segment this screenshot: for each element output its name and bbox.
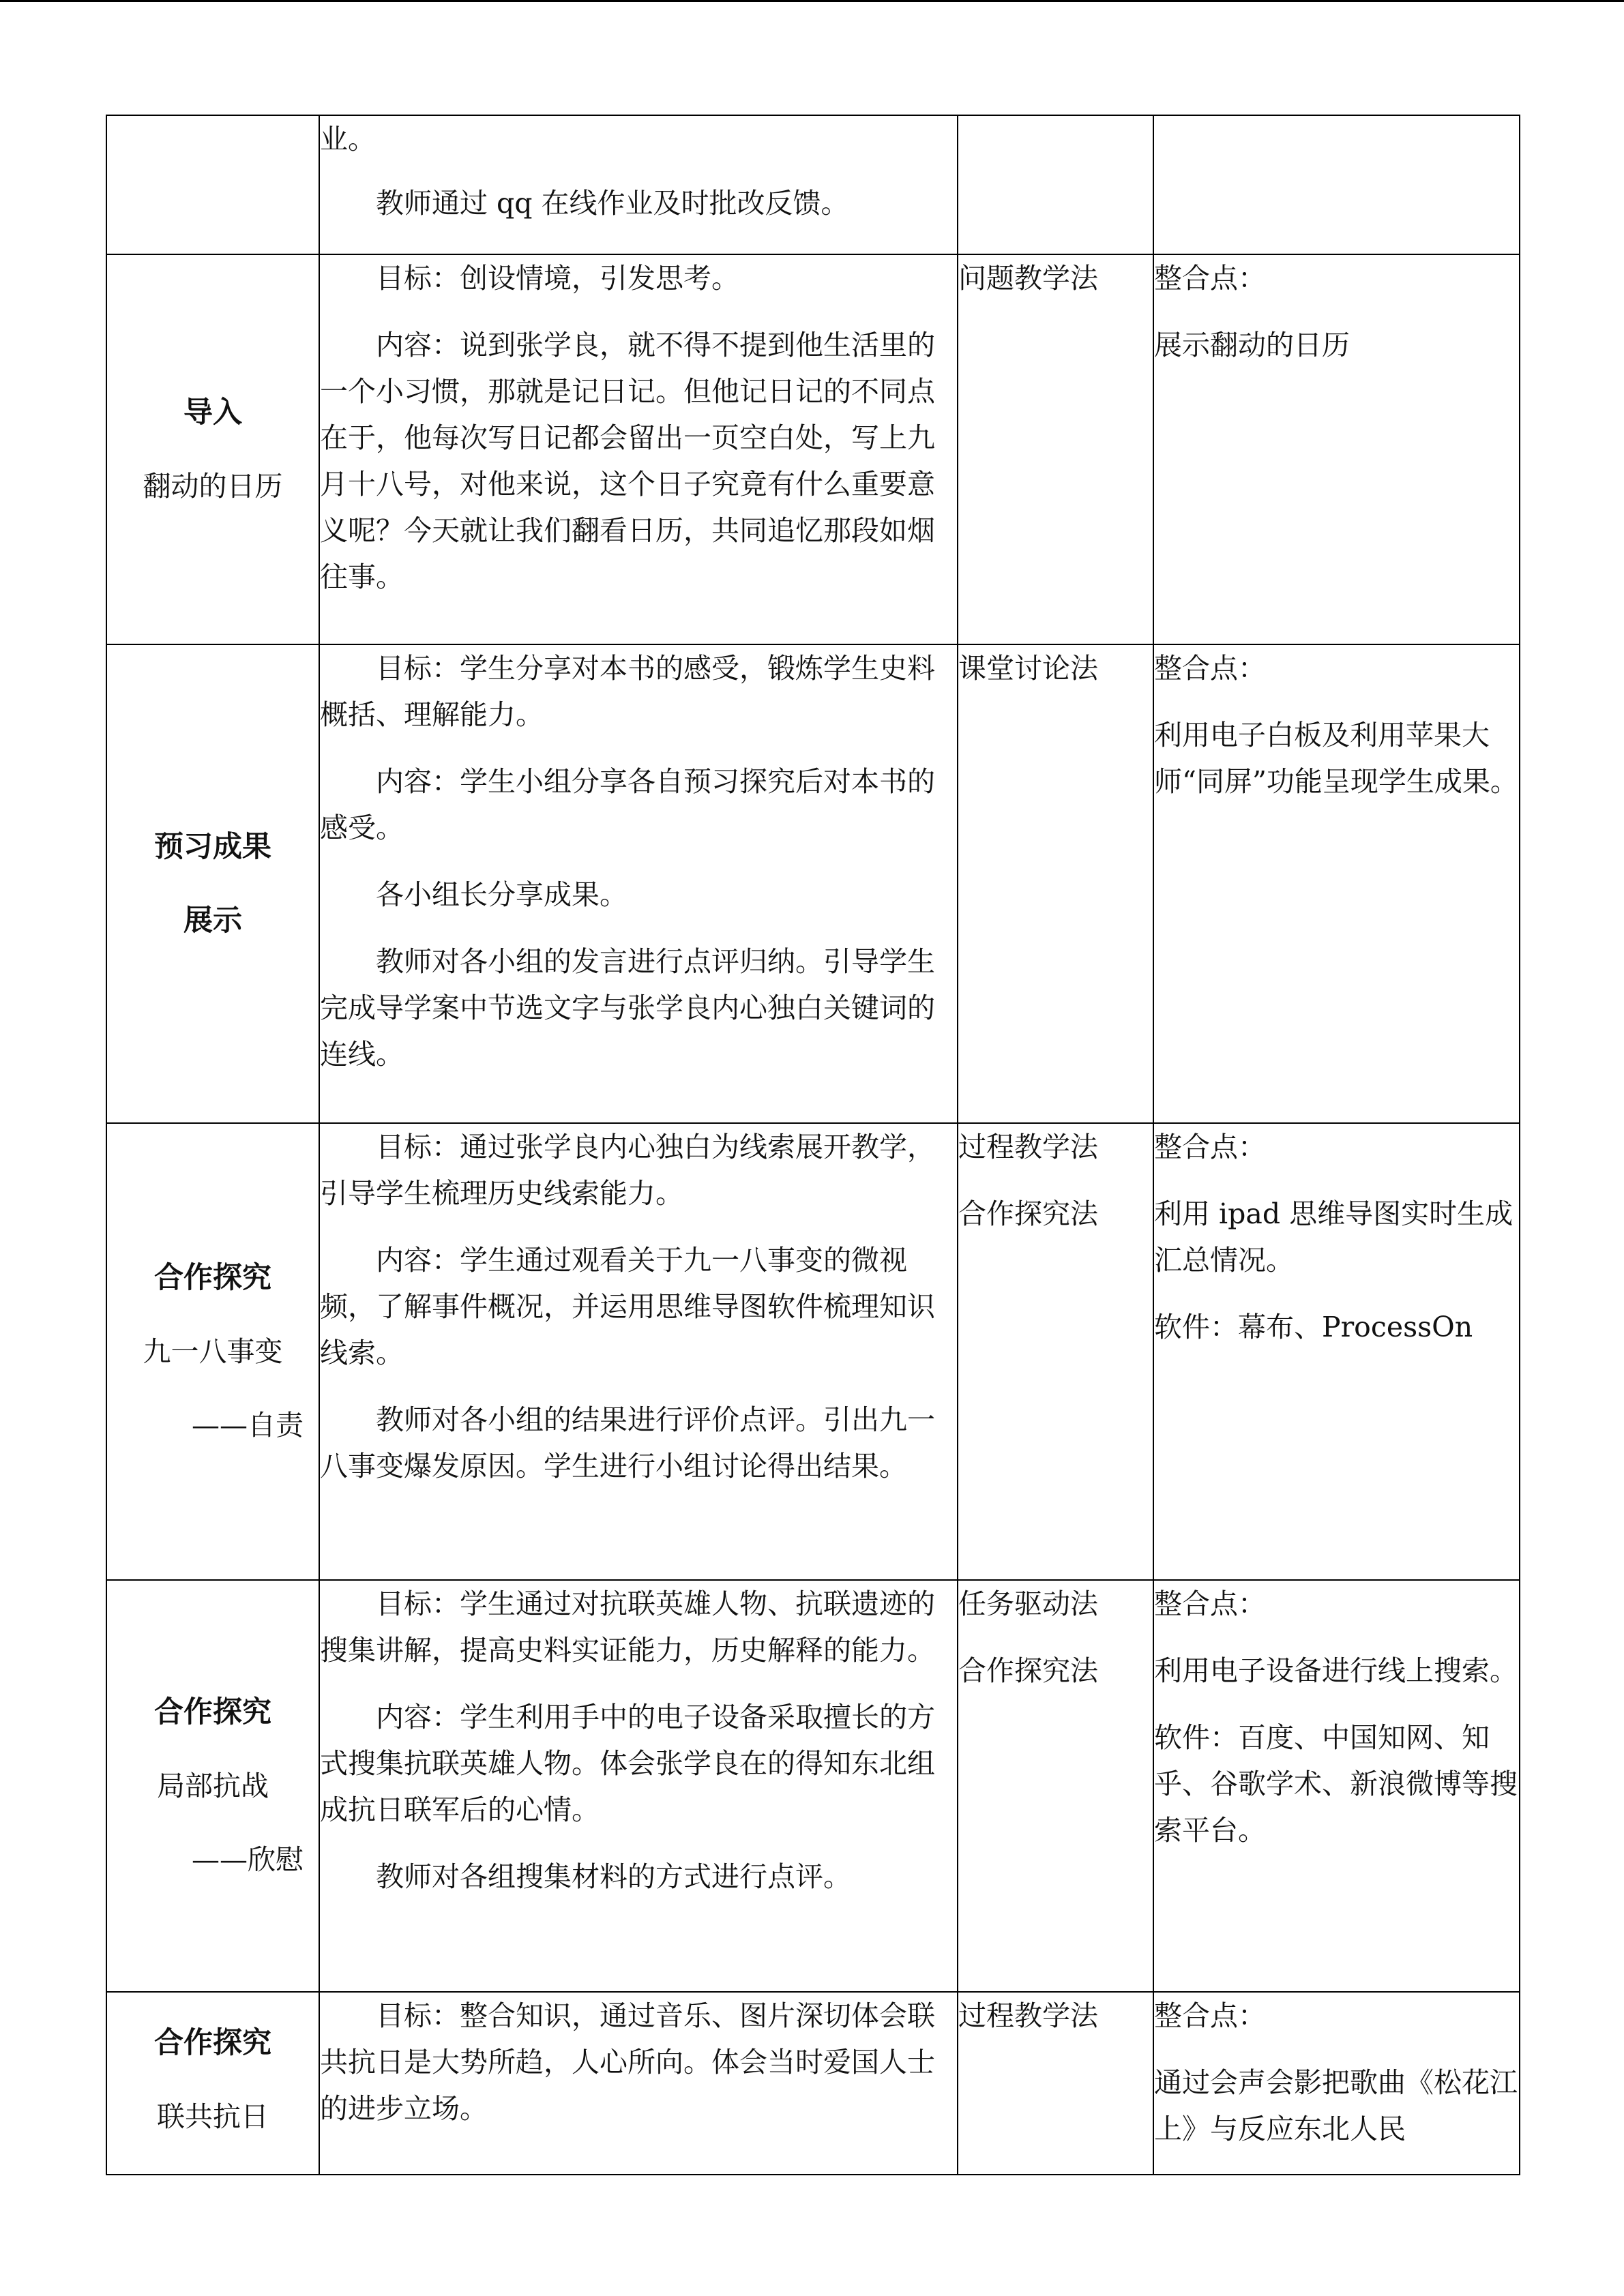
- content-paragraph: 目标：学生分享对本书的感受，锻炼学生史料概括、理解能力。: [320, 652, 935, 731]
- integration-cell: [1153, 1123, 1520, 1580]
- integration-cell: [1153, 1992, 1520, 2175]
- integration-cell: [1153, 644, 1520, 1123]
- stage-title: 导入: [183, 396, 242, 430]
- integration-line: 软件：百度、中国知网、知乎、谷歌学术、新浪微博等搜索平台。: [1154, 1721, 1518, 1847]
- integration-line: 整合点：: [1154, 1131, 1266, 1163]
- integration-line: 整合点：: [1154, 1587, 1266, 1620]
- teaching-method: 合作探究法: [958, 1197, 1098, 1230]
- teaching-method: 过程教学法: [958, 1999, 1098, 2032]
- stage-subtitle: 九一八事变: [143, 1335, 283, 1368]
- table-row: [106, 644, 1520, 1123]
- integration-line: 通过会声会影把歌曲《松花江上》与反应东北人民: [1154, 2066, 1518, 2145]
- stage-title: 合作探究: [154, 2026, 271, 2060]
- table-row: [106, 115, 1520, 254]
- integration-line: 展示翻动的日历: [1154, 329, 1350, 361]
- stage-title: 合作探究: [154, 1261, 271, 1295]
- content-cell: [319, 1580, 958, 1992]
- method-cell: [958, 115, 1153, 254]
- stage-subtitle: ——自责: [192, 1409, 304, 1442]
- stage-subtitle: 局部抗战: [157, 1770, 269, 1802]
- integration-line: 利用电子白板及利用苹果大师“同屏”功能呈现学生成果。: [1154, 719, 1518, 798]
- integration-line: 利用 ipad 思维导图实时生成汇总情况。: [1154, 1197, 1514, 1277]
- content-paragraph: 业。: [320, 123, 376, 155]
- content-paragraph: 内容：学生利用手中的电子设备采取擅长的方式搜集抗联英雄人物。体会张学良在的得知东北组成抗日联军后的心情。: [320, 1701, 935, 1826]
- stage-cell: [106, 1580, 319, 1992]
- stage-subtitle: ——欣慰: [192, 1843, 304, 1876]
- content-cell: [319, 644, 958, 1123]
- table-row: [106, 254, 1520, 644]
- integration-line: 整合点：: [1154, 1999, 1266, 2032]
- content-cell: [319, 254, 958, 644]
- content-cell: [319, 1992, 958, 2175]
- content-paragraph: 教师通过 qq 在线作业及时批改反馈。: [376, 187, 849, 220]
- method-cell: [958, 1123, 1153, 1580]
- content-paragraph: 教师对各小组的结果进行评价点评。引出九一八事变爆发原因。学生进行小组讨论得出结果。: [320, 1403, 935, 1482]
- table-row: [106, 1992, 1520, 2175]
- page-top-rule: [0, 0, 1624, 2]
- content-paragraph: 目标：通过张学良内心独白为线索展开教学，引导学生梳理历史线索能力。: [320, 1131, 935, 1210]
- content-paragraph: 教师对各小组的发言进行点评归纳。引导学生完成导学案中节选文字与张学良内心独白关键词的连线。: [320, 945, 935, 1071]
- integration-cell: [1153, 254, 1520, 644]
- content-paragraph: 目标：创设情境，引发思考。: [376, 262, 739, 295]
- stage-subtitle: 联共抗日: [157, 2100, 269, 2133]
- content-cell: [319, 115, 958, 254]
- method-cell: [958, 1580, 1153, 1992]
- stage-cell: [106, 115, 319, 254]
- teaching-method: 课堂讨论法: [958, 652, 1098, 685]
- teaching-method: 过程教学法: [958, 1131, 1098, 1163]
- content-paragraph: 目标：整合知识，通过音乐、图片深切体会联共抗日是大势所趋，人心所向。体会当时爱国人士的进步立场。: [320, 1999, 935, 2125]
- teaching-method: 合作探究法: [958, 1654, 1098, 1687]
- integration-line: 整合点：: [1154, 652, 1266, 685]
- content-cell: [319, 1123, 958, 1580]
- stage-cell: [106, 1123, 319, 1580]
- integration-line: 利用电子设备进行线上搜索。: [1154, 1654, 1518, 1687]
- method-cell: [958, 254, 1153, 644]
- integration-line: 软件：幕布、ProcessOn: [1154, 1311, 1473, 1343]
- lesson-plan-table: [106, 115, 1520, 2175]
- content-paragraph: 教师对各组搜集材料的方式进行点评。: [376, 1860, 851, 1893]
- integration-line: 整合点：: [1154, 262, 1266, 295]
- content-paragraph: 内容：说到张学良，就不得不提到他生活里的一个小习惯，那就是记日记。但他记日记的不同点在于，他每次写日记都会留出一页空白处，写上九月十八号，对他来说，这个日子究竟有什么重要意义呢？今天就让我们翻看日历，共同追忆那段如烟往事。: [320, 329, 935, 593]
- stage-cell: [106, 644, 319, 1123]
- content-paragraph: 各小组长分享成果。: [376, 878, 628, 911]
- content-paragraph: 内容：学生通过观看关于九一八事变的微视频，了解事件概况，并运用思维导图软件梳理知识线索。: [320, 1244, 935, 1369]
- teaching-method: 问题教学法: [958, 262, 1098, 295]
- stage-cell: [106, 254, 319, 644]
- content-paragraph: 目标：学生通过对抗联英雄人物、抗联遗迹的搜集讲解，提高史料实证能力，历史解释的能力。: [320, 1587, 935, 1667]
- stage-cell: [106, 1992, 319, 2175]
- table-row: [106, 1123, 1520, 1580]
- teaching-method: 任务驱动法: [958, 1587, 1098, 1620]
- content-paragraph: 内容：学生小组分享各自预习探究后对本书的感受。: [320, 765, 935, 844]
- stage-subtitle: 翻动的日历: [143, 470, 283, 503]
- method-cell: [958, 644, 1153, 1123]
- table-row: [106, 1580, 1520, 1992]
- method-cell: [958, 1992, 1153, 2175]
- stage-subtitle: 展示: [183, 904, 242, 938]
- integration-cell: [1153, 115, 1520, 254]
- stage-title: 合作探究: [154, 1695, 271, 1729]
- stage-title: 预习成果: [154, 830, 271, 864]
- integration-cell: [1153, 1580, 1520, 1992]
